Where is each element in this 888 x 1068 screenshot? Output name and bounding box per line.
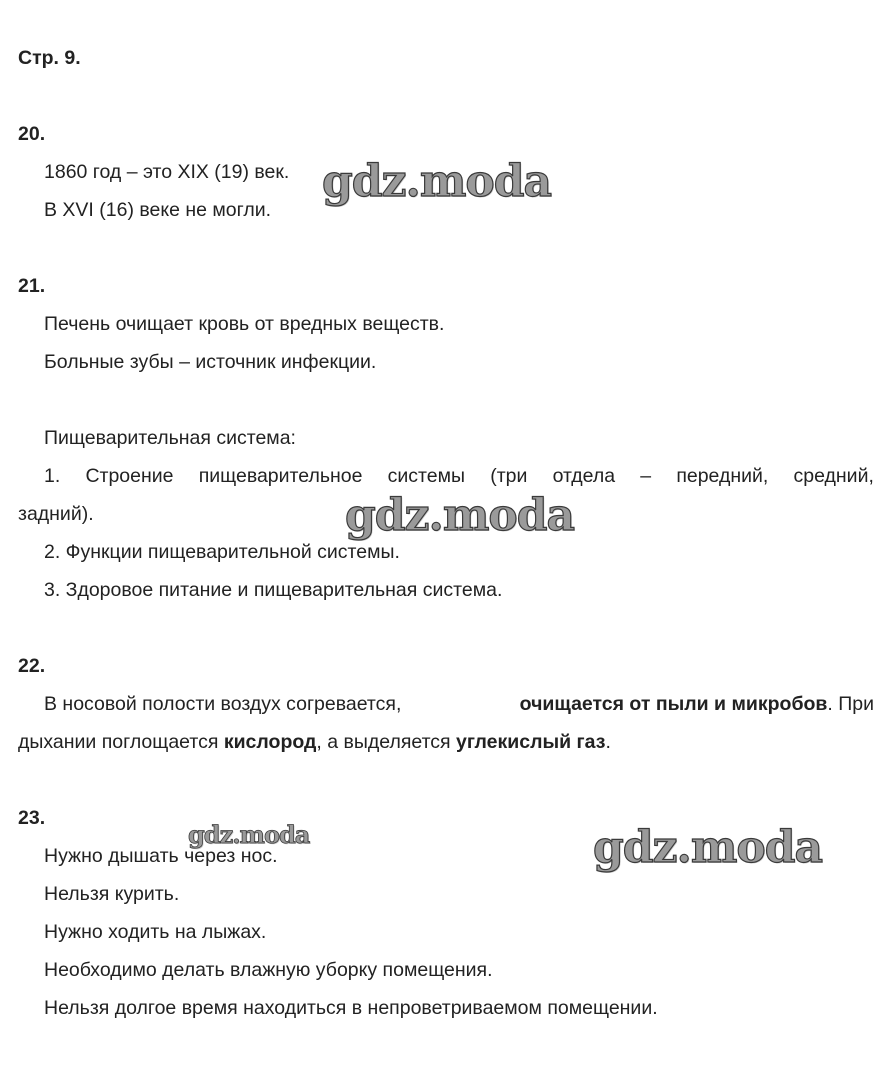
task-21-plan-item-2: 2. Функции пищеварительной системы. (44, 541, 400, 563)
bold-phrase: очищается от пыли и микробов (519, 693, 828, 715)
word: отдела (552, 465, 616, 487)
text-span: , а выделяется (316, 731, 451, 753)
task-22-paragraph-line-2 (18, 730, 611, 754)
watermark-logo: gdz.moda (188, 820, 310, 849)
task-20-line-2: В XVI (16) веке не могли. (44, 199, 272, 221)
task-21-plan-item-1-end: задний). (18, 503, 94, 525)
task-23-line-3: Нужно ходить на лыжах. (44, 921, 267, 943)
text-span: В носовой полости воздух согревается, (44, 693, 402, 715)
task-23-line-2: Нельзя курить. (44, 883, 180, 905)
word: Строение (85, 465, 174, 487)
task-23-line-5: Нельзя долгое время находиться в непроветриваемом помещении. (44, 997, 658, 1019)
word: средний, (793, 465, 874, 487)
watermark-logo: gdz.moda (345, 490, 575, 541)
page-label: Стр. 9. (18, 47, 81, 69)
task-20-line-1: 1860 год – это XIX (19) век. (44, 161, 290, 183)
text-span: . (605, 731, 611, 753)
task-22-paragraph-line-1 (44, 692, 874, 716)
task-21-plan-item-1 (44, 464, 874, 488)
task-21-line-1: Печень очищает кровь от вредных веществ. (44, 313, 445, 335)
task-21-line-2: Больные зубы – источник инфекции. (44, 351, 377, 373)
task-21-plan-item-3: 3. Здоровое питание и пищеварительная система. (44, 579, 503, 601)
task-23-line-4: Необходимо делать влажную уборку помещения. (44, 959, 493, 981)
task-21-number: 21. (18, 275, 46, 297)
watermark-logo: gdz.moda (593, 822, 823, 873)
word: (три (490, 465, 528, 487)
watermark-logo: gdz.moda (322, 156, 552, 207)
task-21-plan-title: Пищеварительная система: (44, 427, 296, 449)
task-23-number: 23. (18, 807, 46, 829)
bold-phrase: углекислый газ (456, 731, 606, 753)
text-span: дыхании поглощается (18, 731, 219, 753)
task-23-line-1: Нужно дышать через нос. (44, 845, 278, 867)
task-22-number: 22. (18, 655, 46, 677)
text-span: . При (827, 693, 874, 715)
task-20-number: 20. (18, 123, 46, 145)
word: – (640, 465, 652, 487)
word: 1. (44, 465, 61, 487)
bold-phrase: кислород (223, 731, 317, 753)
word: системы (387, 465, 466, 487)
word: передний, (676, 465, 769, 487)
word: пищеварительное (198, 465, 363, 487)
